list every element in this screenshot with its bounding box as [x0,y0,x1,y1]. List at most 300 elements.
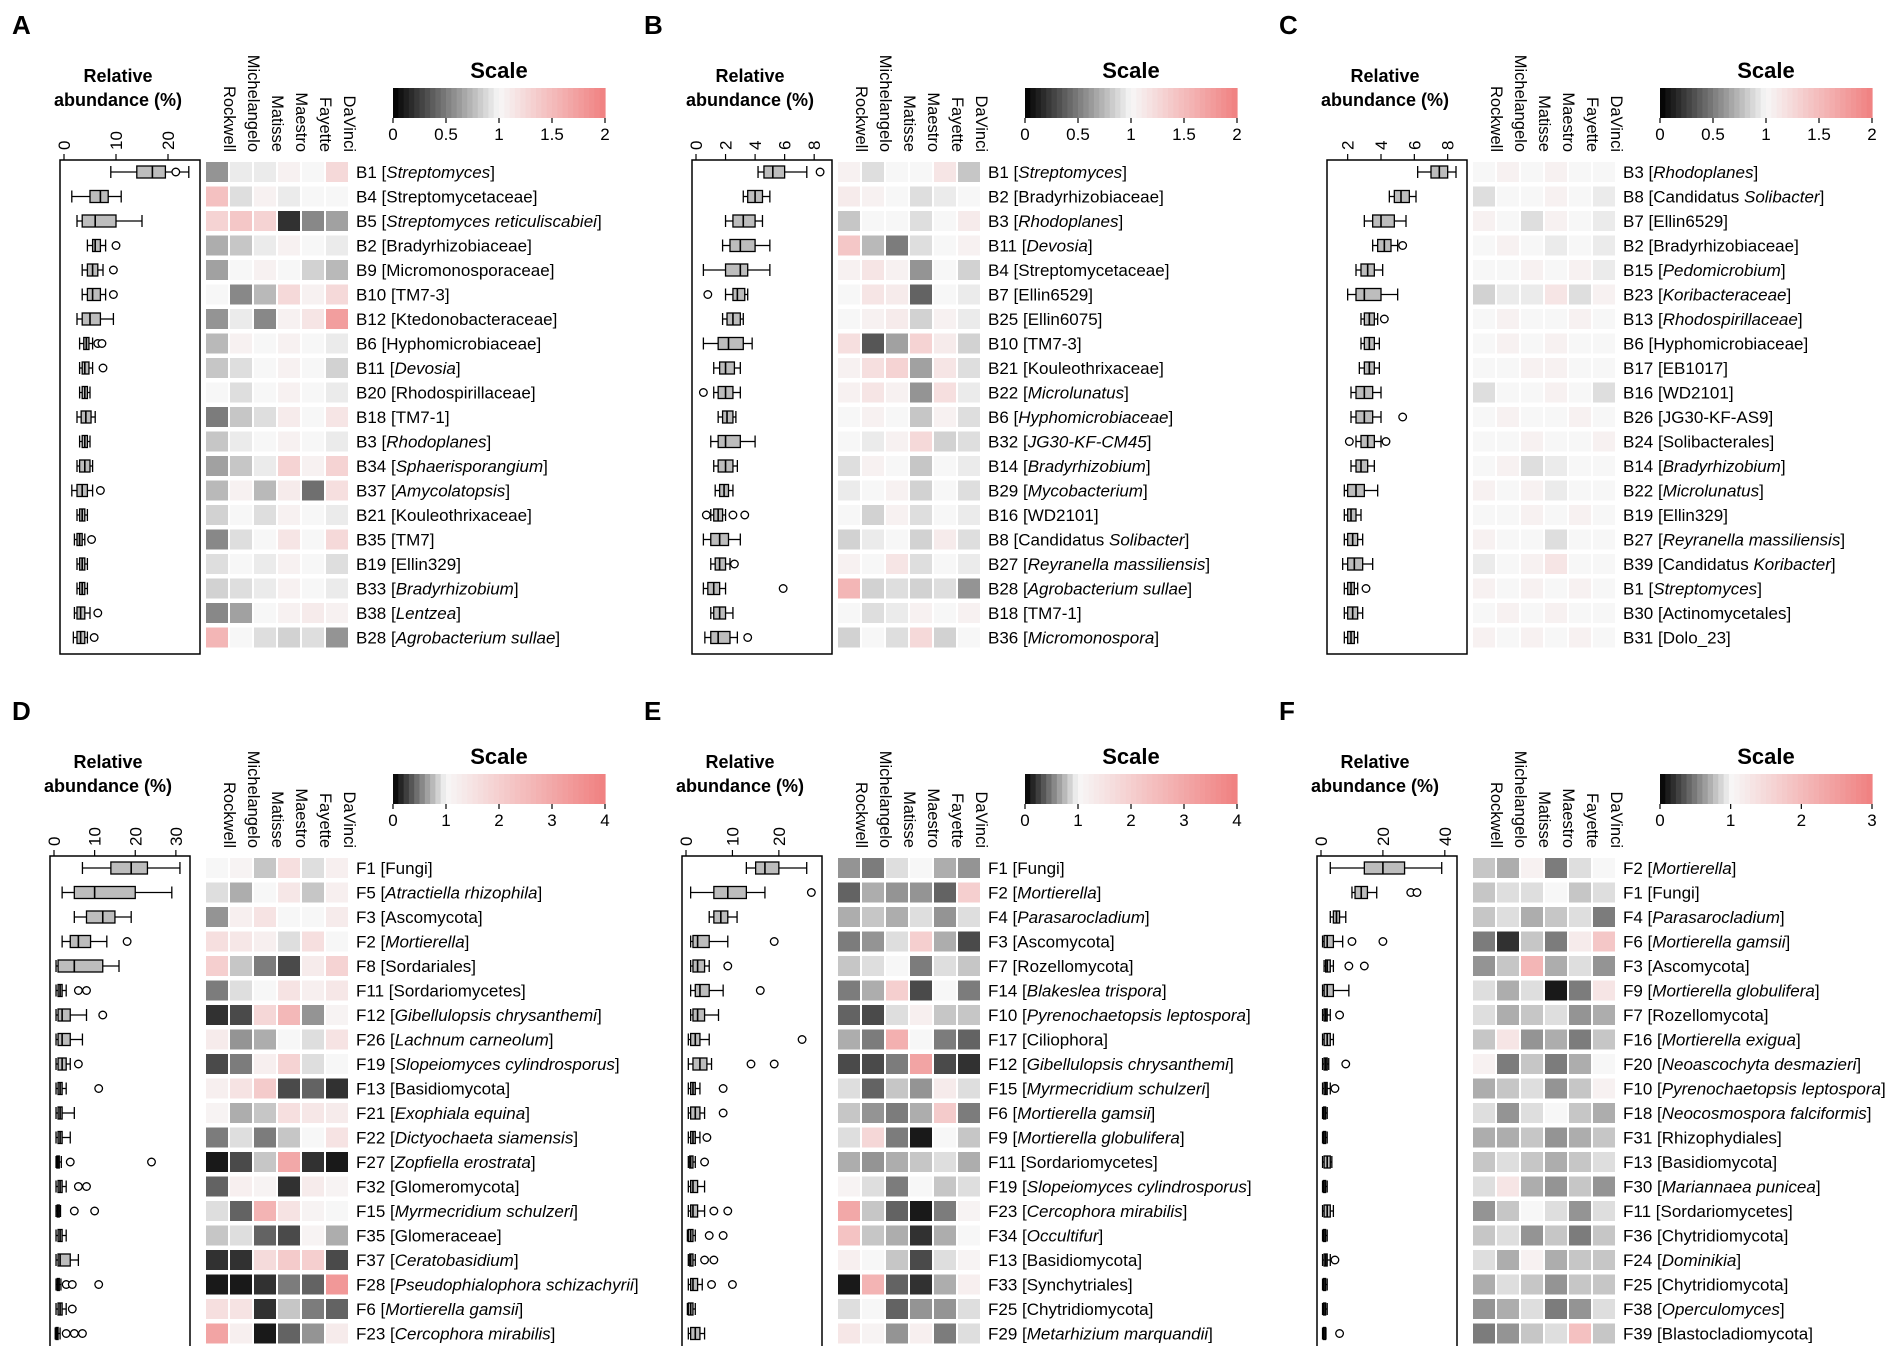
row-bracket: ] [532,187,538,207]
heat-cell [326,981,348,1001]
scale-swatch [425,88,431,118]
row-label [356,859,433,878]
heat-cell [934,162,956,182]
heat-cell [886,1226,908,1246]
heat-cell [1473,432,1495,452]
scale-swatch [1184,774,1190,804]
heat-cell [886,285,908,305]
row-id: F19 [ [356,1055,395,1074]
heat-cell [910,1299,932,1319]
heat-cell [1593,579,1615,599]
heat-cell [1593,603,1615,623]
row-label [988,957,1134,976]
heat-cell [230,907,252,927]
row-bracket: ] [1150,1104,1156,1123]
row-taxon: Basidiomycota [1026,1251,1138,1270]
heat-cell [1521,456,1543,476]
heat-cell [934,603,956,623]
box [718,436,740,448]
scale-swatch [515,774,521,804]
row-label [1623,359,1728,378]
heat-cell [838,211,860,231]
row-bracket: ] [1228,1055,1234,1074]
row-label [356,1055,620,1074]
heat-cell [1593,211,1615,231]
heat-cell [886,383,908,403]
box-outlier [79,1330,87,1338]
scale-swatch [1115,88,1121,118]
row-taxon: Candidatus [1662,555,1754,574]
heat-cell [206,505,228,525]
box [691,1205,698,1217]
site-label: Rockwell [852,85,870,152]
scale-swatch [1803,774,1809,804]
row-label [988,629,1159,648]
heat-cell [958,1005,980,1025]
scale-swatch [499,88,505,118]
row-taxon: Rhodoplanes [386,432,487,452]
row-label [356,1178,519,1197]
heat-cell [1497,481,1519,501]
heat-cell [1521,162,1543,182]
heat-cell [1593,1299,1615,1319]
scale-swatch [1665,88,1671,118]
scale-swatch [1200,774,1206,804]
scale-swatch [1078,774,1084,804]
site-label: Maestro [292,788,310,848]
scale-swatch [1755,88,1761,118]
heat-cell [326,1103,348,1123]
heat-cell [862,956,884,976]
scale-swatch [563,88,569,118]
row-id: F23 [ [356,1324,395,1344]
heat-cell [1473,1177,1495,1197]
row-bracket: ] [429,530,435,550]
heat-cell [1593,956,1615,976]
scale-swatch [1861,88,1867,118]
scale-swatch [1195,774,1201,804]
axis-tick-label: 10 [85,827,105,846]
boxplot-frame [60,160,200,654]
row-taxon: Ellin6529 [1653,212,1724,231]
boxplot-frame [50,856,190,1346]
heat-cell [838,1275,860,1295]
box-outlier [98,340,106,348]
scale-swatch [430,88,436,118]
heat-cell [886,236,908,256]
heat-cell [278,1128,300,1148]
scale-tick-label: 2 [1232,125,1242,144]
row-bracket: ] [505,481,511,501]
row-id: B28 [ [356,628,396,648]
row-label [356,1129,578,1148]
heat-cell [958,1275,980,1295]
heat-cell [1521,554,1543,574]
heat-cell [1521,1226,1543,1246]
row-label [1623,1251,1741,1270]
row-id: B16 [ [1623,383,1663,403]
scale-swatch [1052,88,1058,118]
heat-cell [230,1226,252,1246]
scale-swatch [1676,88,1682,118]
scale-swatch [1216,88,1222,118]
row-id: B12 [ [356,310,396,329]
row-id: F15 [ [356,1202,395,1221]
row-bracket: ] [555,628,561,648]
box-outlier [75,1060,83,1068]
heat-cell [1473,456,1495,476]
heat-cell [862,883,884,903]
heat-cell [326,1128,348,1148]
row-id: B9 [ [356,261,387,280]
box-outlier [701,1256,709,1264]
heat-cell [838,932,860,952]
heat-cell [934,1324,956,1344]
heat-cell [886,907,908,927]
row-id: F6 [ [1623,932,1653,952]
row-id: F16 [ [1623,1030,1662,1050]
site-label: Maestro [924,92,942,152]
row-taxon: Basidiomycota [1661,1153,1773,1172]
scale-swatch [1147,88,1153,118]
row-taxon: Fungi [1652,883,1695,903]
row-label [1623,1006,1769,1025]
row-id: F28 [ [356,1275,395,1295]
scale-swatch [1814,88,1820,118]
heat-cell [254,456,276,476]
row-label [356,335,541,354]
row-taxon: Pseudophialophora schizachyrii [394,1275,634,1295]
heat-cell [934,1152,956,1172]
heat-cell [934,932,956,952]
axis-tick-label: 6 [775,140,795,150]
row-label [356,457,548,476]
heat-cell [1545,579,1567,599]
heat-cell [1593,1201,1615,1221]
heat-cell [1593,407,1615,427]
row-bracket: ] [1753,163,1759,182]
row-label [1623,604,1791,623]
heat-cell [934,530,956,550]
row-label [1623,933,1790,952]
row-id: F13 [ [356,1079,395,1099]
box-outlier [724,962,732,970]
heat-cell [886,883,908,903]
heat-cell [910,883,932,903]
heat-cell [326,505,348,525]
scale-swatch [1094,88,1100,118]
scale-swatch [557,88,563,118]
scale-swatch [1057,774,1063,804]
scale-swatch [1094,774,1100,804]
heat-cell [326,1005,348,1025]
row-id: B35 [ [356,530,396,550]
scale-swatch [1665,774,1671,804]
scale-swatch [1681,774,1687,804]
heat-cell [206,1177,228,1197]
heat-cell [206,981,228,1001]
scale-swatch [1131,774,1137,804]
row-taxon: Exophiala equina [394,1104,526,1123]
scale-swatch [1168,774,1174,804]
heat-cell [910,1324,932,1344]
scale-swatch [1824,88,1830,118]
heat-cell [1569,1324,1591,1344]
row-bracket: ] [1137,1251,1143,1270]
row-taxon: Kouleothrixaceae [1027,359,1160,378]
box [711,632,730,644]
scale-swatch [467,88,473,118]
heat-cell [1473,603,1495,623]
row-bracket: ] [543,457,548,476]
heat-cell [254,579,276,599]
heat-cell [1569,1054,1591,1074]
scale-swatch [1718,88,1724,118]
row-label [988,359,1164,378]
heat-cell [838,187,860,207]
row-id: F12 [ [988,1055,1027,1074]
heat-cell [1497,1201,1519,1221]
row-id: B3 [ [1623,163,1654,182]
scale-swatch [1136,774,1142,804]
scale-swatch [547,88,553,118]
heat-cell [910,407,932,427]
heat-cell [278,932,300,952]
heat-cell [958,383,980,403]
heat-cell [230,505,252,525]
row-label [356,1227,502,1246]
scale-swatch [1708,774,1714,804]
heat-cell [302,981,324,1001]
row-label [1623,1104,1872,1123]
row-taxon: Microlunatus [1662,481,1760,501]
site-label: Rockwell [1487,781,1505,848]
row-bracket: ] [464,932,470,952]
heat-cell [206,211,228,231]
heat-cell [862,1128,884,1148]
heat-cell [958,187,980,207]
box [1324,985,1333,997]
heat-cell [1545,1054,1567,1074]
heat-cell [958,1152,980,1172]
scale-tick-label: 1 [1725,811,1736,830]
scale-swatch [1152,88,1158,118]
row-bracket: ] [490,163,495,182]
axis-title: Relative [83,66,153,86]
row-taxon: Agrobacterium sullae [395,628,556,648]
row-taxon: Candidatus [1653,187,1744,207]
row-id: B34 [ [356,457,396,476]
box [74,887,135,899]
heat-cell [278,505,300,525]
scale-swatch [1724,774,1730,804]
scale-swatch [1200,88,1206,118]
row-label [1623,1325,1813,1344]
axis-tick-label: 20 [769,827,789,846]
row-id: B14 [ [1623,457,1663,476]
heat-cell [886,162,908,182]
row-id: B27 [ [988,555,1028,574]
row-taxon: Chytridiomycota [1026,1300,1149,1319]
heat-cell [910,628,932,648]
heat-cell [302,407,324,427]
heat-cell [1545,505,1567,525]
heat-cell [910,187,932,207]
heat-cell [206,1201,228,1221]
row-taxon: TM7-1 [1027,604,1077,623]
heat-cell [886,1030,908,1050]
heat-cell [1497,1226,1519,1246]
heat-cell [958,1226,980,1246]
heat-cell [302,530,324,550]
row-taxon: Ceratobasidium [394,1251,514,1270]
row-id: F32 [ [356,1177,395,1197]
heat-cell [886,432,908,452]
heat-cell [326,481,348,501]
heat-cell [230,162,252,182]
row-id: B2 [ [988,187,1019,207]
panel-letter: A [12,10,31,40]
row-label [1623,188,1824,207]
box [1324,936,1333,948]
heat-cell [862,334,884,354]
heat-cell [1473,1250,1495,1270]
scale-swatch [1861,774,1867,804]
scale-swatch [494,774,500,804]
box-outlier [97,487,105,495]
row-bracket: ] [1803,334,1809,354]
heat-cell [326,187,348,207]
heat-cell [206,956,228,976]
heat-cell [1473,858,1495,878]
heat-cell [254,505,276,525]
row-bracket: ] [1723,212,1728,231]
scale-swatch [510,88,516,118]
heat-cell [1497,1299,1519,1319]
row-id: B6 [ [356,334,387,354]
boxplot-frame [1327,160,1467,654]
heat-cell [1593,1030,1615,1050]
scale-swatch [430,774,436,804]
row-bracket: ] [1148,1300,1154,1319]
heat-cell [1569,858,1591,878]
heat-cell [230,1128,252,1148]
heat-cell [206,579,228,599]
row-bracket: ] [1128,957,1134,976]
scale-swatch [1840,88,1846,118]
axis-tick-label: 8 [805,140,825,150]
heat-cell [934,1128,956,1148]
row-bracket: ] [1182,1202,1188,1221]
site-label: Rockwell [220,85,238,152]
heat-cell [1473,334,1495,354]
scale-swatch [557,774,563,804]
row-taxon: Sordariomycetes [1025,1153,1154,1172]
scale-swatch [1729,774,1735,804]
heat-cell [1473,1128,1495,1148]
scale-swatch [1036,88,1042,118]
scale-swatch [1126,774,1132,804]
scale-swatch [1856,88,1862,118]
heat-cell [254,211,276,231]
row-label [356,408,450,427]
row-taxon: Atractiella rhizophila [385,883,538,903]
row-label [356,1276,639,1295]
scale-swatch [589,88,595,118]
heat-cell [1569,981,1591,1001]
row-taxon: Sphaerisporangium [395,457,544,476]
row-bracket: ] [1127,1275,1133,1295]
heat-cell [934,260,956,280]
heat-cell [302,1299,324,1319]
heat-cell [302,260,324,280]
row-label [1623,1080,1886,1099]
heat-cell [1521,1201,1543,1221]
heat-cell [1497,579,1519,599]
scale-swatch [1025,88,1031,118]
heat-cell [278,407,300,427]
row-label [356,359,461,378]
row-label [356,1080,510,1099]
heat-cell [1569,1299,1591,1319]
scale-swatch [531,88,537,118]
heat-cell [278,1324,300,1344]
heat-cell [278,1250,300,1270]
row-bracket: ] [1184,530,1190,550]
heat-cell [1593,1128,1615,1148]
heat-cell [886,858,908,878]
axis-tick-label: 4 [1372,140,1391,150]
row-id: B6 [ [1623,334,1654,354]
row-id: B30 [ [1623,604,1663,623]
site-label: Rockwell [1487,85,1505,152]
axis-tick-label: 0 [687,140,706,150]
row-label [1623,1178,1821,1197]
box [1356,289,1381,301]
scale-swatch [1120,88,1126,118]
heat-cell [254,956,276,976]
row-taxon: Ascomycota [385,908,478,927]
row-taxon: Synchytriales [1026,1275,1128,1295]
row-id: F5 [ [356,883,386,903]
heat-cell [1473,932,1495,952]
scale-swatch [541,774,547,804]
heat-cell [1545,285,1567,305]
heat-cell [326,1299,348,1319]
heat-cell [1497,1152,1519,1172]
row-bracket: ] [1780,261,1786,280]
box-outlier [99,364,107,372]
heat-cell [910,1152,932,1172]
row-label [356,384,536,403]
heat-cell [230,956,252,976]
heat-cell [254,432,276,452]
row-label [356,310,557,329]
row-bracket: ] [444,285,450,305]
row-bracket: ] [1788,1202,1793,1221]
row-bracket: ] [552,310,558,329]
box-outlier [710,1207,718,1215]
scale-swatch [1173,88,1179,118]
heat-cell [958,554,980,574]
row-bracket: ] [1777,1128,1782,1148]
heat-cell [326,603,348,623]
scale-swatch [526,774,532,804]
heat-cell [206,334,228,354]
box-outlier [68,1281,76,1289]
heat-cell [1497,858,1519,878]
box-outlier [1399,413,1407,421]
